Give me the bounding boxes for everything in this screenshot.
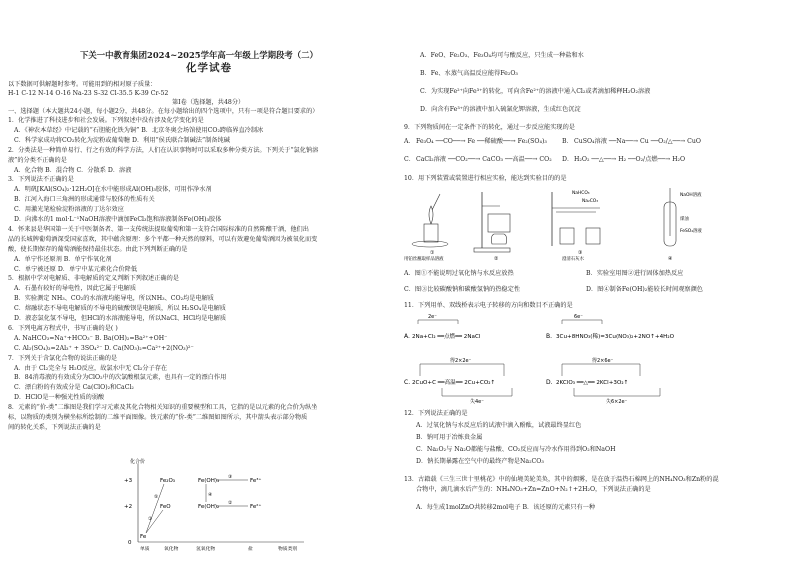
q11-electron-transfer [402, 312, 790, 404]
left-line: 1．化学推进了科技进步和社会发展。下列叙述中没有涉及化学变化的是 [8, 117, 204, 124]
q11-b-eq: 3Cu+8HNO₃(稀)=3Cu(NO₃)₂+2NO↑+4H₂O [556, 334, 675, 340]
q11-c-top-bridge [420, 364, 504, 376]
left-line: 标，以物质的类别为横坐标所绘制的二维平面图像。铁元素的“价-类”二维图如图所示，其中箭头表示部分物质 [8, 414, 308, 421]
q11-c-top: 得2×2e⁻ [450, 358, 472, 364]
left-line: 7．下列关于含氯化合物的说法正确的是 [8, 354, 118, 362]
q11-a-letter: A. [404, 333, 410, 340]
x-tick-element: 单质 [140, 547, 150, 552]
tag-oil: 煤油 [680, 217, 689, 222]
point-fe: Fe [140, 534, 147, 540]
q9-b-chain: CuSO₄溶液 ──Na──→ Cu ──O₂/△──→ CuO [574, 138, 701, 145]
q12-option-a: A．过氧化钠与水反应后的试液中滴入酚酞，试液最终显红色 [416, 422, 582, 429]
q9-c-chain: CaCl₂溶液 ──CO₂──→ CaCO₃ ──高温──→ CO₂ [416, 156, 552, 163]
part1-title: 第Ⅰ卷（选择题，共48分） [172, 99, 245, 106]
y-tick-zero: 0 [128, 540, 132, 546]
q9-c-label: C． [404, 156, 415, 163]
left-line: A. NaHCO₃=Na⁺+HCO₃⁻ B. Ba(OH)₂=Ba²⁺+OH⁻ [14, 334, 168, 342]
q10-option-c: C．图③比较碳酸钠和碳酸氢钠的热稳定性 [404, 286, 521, 293]
q11-d-top-bridge [562, 364, 640, 376]
q11-c-bottom-bridge [442, 388, 512, 396]
q12-stem: 12．下列说法正确的是 [404, 410, 468, 417]
point-fe3plus: Fe³⁺ [250, 478, 262, 484]
figure-2-heating-stand [474, 192, 510, 252]
q11-a-eq: 2Na+Cl₂ ══点燃══ 2NaCl [412, 334, 481, 340]
section1-instructions: 一、选择题（本大题共24小题，每小题2分，共48分。在每小题给出的四个选项中，只有一项是符合题目要求的） [8, 108, 319, 115]
atomic-masses: H-1 C-12 N-14 O-16 Na-23 S-32 Cl-35.5 K-39 Cr-52 [8, 90, 169, 97]
q11-d-top: 得2×6e⁻ [592, 358, 614, 364]
tag-nahco3: NaHCO₃ [572, 191, 590, 196]
point-fe2plus: Fe²⁺ [250, 504, 262, 510]
arrow-label-5: ⑤ [154, 495, 159, 500]
q8-option-b: B．Fe、水蒸气高温反应能得Fe₂O₃ [420, 70, 518, 77]
q9-stem: 9．下列物质间在一定条件下的转化，通过一步反应能实现的是 [404, 124, 575, 131]
left-line: 4．怀来县是华国第一关于中医制备者、第一支传统法提取葡萄和第一支符合国际标准的自然陈酿干酒，他们出 [8, 225, 309, 233]
q13-stem-2: 合物中，滴几滴水后产生的：NH₄NO₃+Zn=ZnO+N₂↑+2H₂O，下列说法正确的是 [416, 486, 651, 493]
beaker-3a [560, 228, 574, 244]
q11-b-bridge [562, 320, 602, 324]
arrow-label-4: ④ [208, 493, 213, 498]
left-line: 液”的分类不正确的是 [8, 156, 67, 164]
q10-stem: 10．用下列装置或装置进行相应实验，能达到实验目的的是 [404, 175, 567, 182]
beaker-3b [586, 228, 600, 244]
left-line: C．熔融状态不导电电解质的不导电的硫酸钡是电解质，所以 H₂SO₄是电解质 [14, 305, 226, 313]
figure-3-thermal-stability [552, 190, 600, 262]
left-line: 2．分类法是一种简单易行、行之有效的科学方法，人们在认识事物时可以采取多种分类方法。下列关于“氯化钠溶 [8, 146, 319, 154]
q11-c-bottom: 失4e⁻ [470, 399, 484, 405]
q11-d-letter: D. [546, 379, 553, 386]
arrow-label-3: ③ [228, 475, 233, 480]
left-line: C．单宁被还原 D．单宁中某元素化合价降低 [14, 265, 138, 273]
right-column [402, 0, 790, 562]
label-figure-1: ① [430, 250, 435, 256]
left-line: B．84消毒液的有效成分为ClO₂中的次氯酸根氯元素，也具有一定的漂白作用 [14, 374, 227, 382]
arrow-label-2: ② [228, 501, 233, 506]
tag-na2co3: Na₂CO₃ [582, 199, 599, 204]
tag-naoh: NaOH溶液 [680, 193, 702, 198]
q8-option-d: D．向含有Fe³⁺的溶液中加入硫氰化钾溶液，生成红色沉淀 [420, 106, 581, 113]
y-tick-plus3: +3 [124, 478, 133, 484]
x-tick-oxide: 氧化物 [164, 547, 179, 552]
left-column [4, 0, 396, 562]
q12-option-c: C．Na₂O₂与 Na₂O都能与盐酸、CO₂反应而与冷水作用得到O₂和NaOH [416, 446, 616, 453]
q11-a-top: 2e⁻ [428, 314, 437, 320]
left-line: 8．元素的“价-类”二维图是我们学习元素及其化合物相关知识的重要模型和工具，它指的是以元素的化合价为纵坐 [8, 404, 318, 412]
left-line: A．石墨有较好的导电性，因此它属于电解质 [14, 285, 137, 293]
beaker [488, 214, 510, 232]
q11-d-bottom: 失6×2e⁻ [606, 399, 628, 405]
point-feoh3: Fe(OH)₃ [198, 478, 220, 484]
q9-d-label: D． [562, 156, 574, 163]
q9-d-chain: H₂O₂ ──△──→ H₂ ──O₂/点燃──→ H₂O [574, 156, 686, 163]
q9-a-label: A． [404, 138, 415, 145]
lamp-2 [491, 234, 506, 244]
y-tick-plus2: +2 [124, 504, 133, 510]
q11-c-eq: 2CuO+C ══高温══ 2Cu+CO₂↑ [412, 380, 496, 386]
q9-a-chain: Fe₃O₄ ──CO──→ Fe ──稀硫酸──→ Fe₂(SO₄)₃ [416, 138, 547, 145]
left-line: C．漂白粉的有效成分是 Ca(ClO)₂和CaCl₂ [14, 384, 134, 392]
left-line: 3．下列说法不正确的是 [8, 176, 74, 184]
caption-figure-1: 用铂丝蘸取样品溶液 [404, 257, 444, 262]
arrow-label-1: ① [148, 517, 153, 522]
figure-1-flame-test [404, 194, 448, 262]
q12-option-d: D．钠长期暴露在空气中的最终产物是Na₂CO₃ [416, 458, 544, 465]
subject-title: 化学试卷 [186, 62, 232, 74]
left-line: D．液态氯化氢不导电，但HCl的水溶液能导电，所以NaCl、HCl均是电解质 [14, 315, 227, 322]
exam-title: 下关一中教育集团2024~2025学年高一年级上学期段考（二） [80, 50, 318, 60]
left-line: C. Al₂(SO₄)₃=2Al₃⁺ + 3SO₄²⁻ D. Ca(NO₃)₂=Ca²⁺+2(NO₃)²⁻ [14, 344, 194, 352]
left-line: 间的转化关系，下列说法正确的是 [8, 423, 101, 431]
x-tick-salt: 盐 [248, 547, 253, 552]
q8-option-a: A．FeO、Fe₂O₃、Fe₃O₄均可与酸反应，只生成一种盐和水 [420, 52, 584, 59]
q10-apparatus-figures [402, 184, 790, 264]
left-line: 品的长城牌葡萄酒深受国家喜欢，其中蕴含原理：多个平都一种天然的原料，可以有效避免葡萄酒因为被氧化而变 [8, 235, 318, 243]
q11-c-letter: C. [404, 379, 411, 386]
left-line: A．由于 Cl₂完全与 H₂O反应，故氯水中无 Cl₂分子存在 [14, 364, 168, 372]
label-figure-2: ② [494, 256, 499, 262]
valence-class-diagram [108, 458, 308, 554]
left-line: C．用激光笔检验淀粉溶液的丁达尔效应 [14, 206, 124, 214]
left-line: A．《神农本草经》中记载的“石胆能化铁为铜” B．北京冬奥会场馆使用CO₂跨临界直冷制冰 [14, 126, 264, 134]
caption-figure-3: 澄清石灰水 [562, 257, 584, 262]
left-line: B．实验测定 NH₃、CO₂的水溶液均能导电，所以NH₃、CO₂均是电解质 [14, 295, 214, 303]
label-figure-3: ③ [578, 250, 583, 256]
q10-option-b: B．实验室用图②进行固体加热反应 [586, 270, 684, 277]
q11-b-letter: B. [546, 333, 553, 340]
point-feo: FeO [160, 504, 171, 510]
tag-feso4: FeSO₄溶液 [680, 229, 702, 234]
alcohol-lamp [424, 224, 438, 242]
left-line: B．江河入海口三角洲的形成通常与胶体的性质有关 [14, 196, 155, 204]
left-line: C．科学家成功将CO₂转化为淀粉或葡萄糖 D．利用“侯氏联合制碱法”制备纯碱 [14, 136, 230, 144]
left-line: 酸，使长期保存的葡萄酒能保持最佳状态。由此下列判断正确的是 [8, 245, 188, 253]
q13-stem-1: 13．古籍载《三生三世十里桃花》中的仙境美轮美奂，其中的烟雾，是在放于温热石棉网上的NH₄NO₃和Zn粉的混 [404, 476, 719, 483]
x-tick-hydroxide: 氢氧化物 [196, 547, 216, 552]
figure-4-feoh2-tube [664, 188, 702, 246]
stand-base [474, 248, 510, 252]
left-line: 5．根据中学对电解质、非电解质的定义判断下列叙述正确的是 [8, 275, 179, 283]
q11-b-top: 6e⁻ [574, 314, 583, 320]
point-feoh2: Fe(OH)₂ [198, 504, 220, 510]
q8-option-c: C．为实现Fe²⁺向Fe³⁺的转化，可向含Fe²⁺的溶液中通入Cl₂或者滴加稀释H₂O₂溶液 [420, 88, 651, 95]
left-line: A．明矾[KAl(SO₄)₂·12H₂O]在水中能形成Al(OH)₃胶体，可用作净水剂 [14, 186, 212, 194]
y-axis-label: 化合价 [130, 459, 146, 465]
q10-option-d: D．图④制备Fe(OH)₂能较长时间观察颜色 [586, 286, 703, 293]
label-figure-4: ④ [668, 256, 673, 262]
left-line: D．向沸水的1 mol·L⁻¹NaOH溶液中滴加FeCl₃饱和溶液制备Fe(OH)₃胶体 [14, 216, 222, 223]
q11-d-eq: 2KClO₃ ══△══ 2KCl+3O₂↑ [556, 380, 629, 386]
q11-a-bridge [418, 320, 458, 324]
left-line: D．HClO是一种强光性质的弱酸 [14, 394, 105, 402]
q12-option-b: B．钠可用于冶炼贵金属 [416, 434, 483, 441]
q9-b-label: B． [562, 138, 573, 145]
q11-stem: 11．下列用单、双线桥表示电子转移的方向和数目不正确的是 [404, 302, 573, 309]
left-line: A．单宁作还原剂 B．单宁作氧化剂 [14, 255, 112, 263]
intro-text: 以下数据可供解题时参考。可能用到的相对原子质量： [8, 81, 157, 88]
x-tick-class: 物质类别 [278, 547, 298, 552]
q13-options: A．每生成1molZnO共转移2mol电子 B．该还原的元素只有一种 [416, 504, 596, 511]
left-line: 6．下列电离方程式中，书写正确的是( ) [8, 324, 118, 332]
q11-d-bottom-bridge [574, 388, 660, 396]
point-fe2o3: Fe₂O₃ [160, 478, 175, 484]
platinum-wire [432, 194, 440, 210]
left-line: A．化合物 B．混合物 C．分散系 D．溶液 [14, 166, 132, 174]
q10-option-a: A．图①不能说明过氧化钠与水反应放热 [404, 270, 514, 277]
